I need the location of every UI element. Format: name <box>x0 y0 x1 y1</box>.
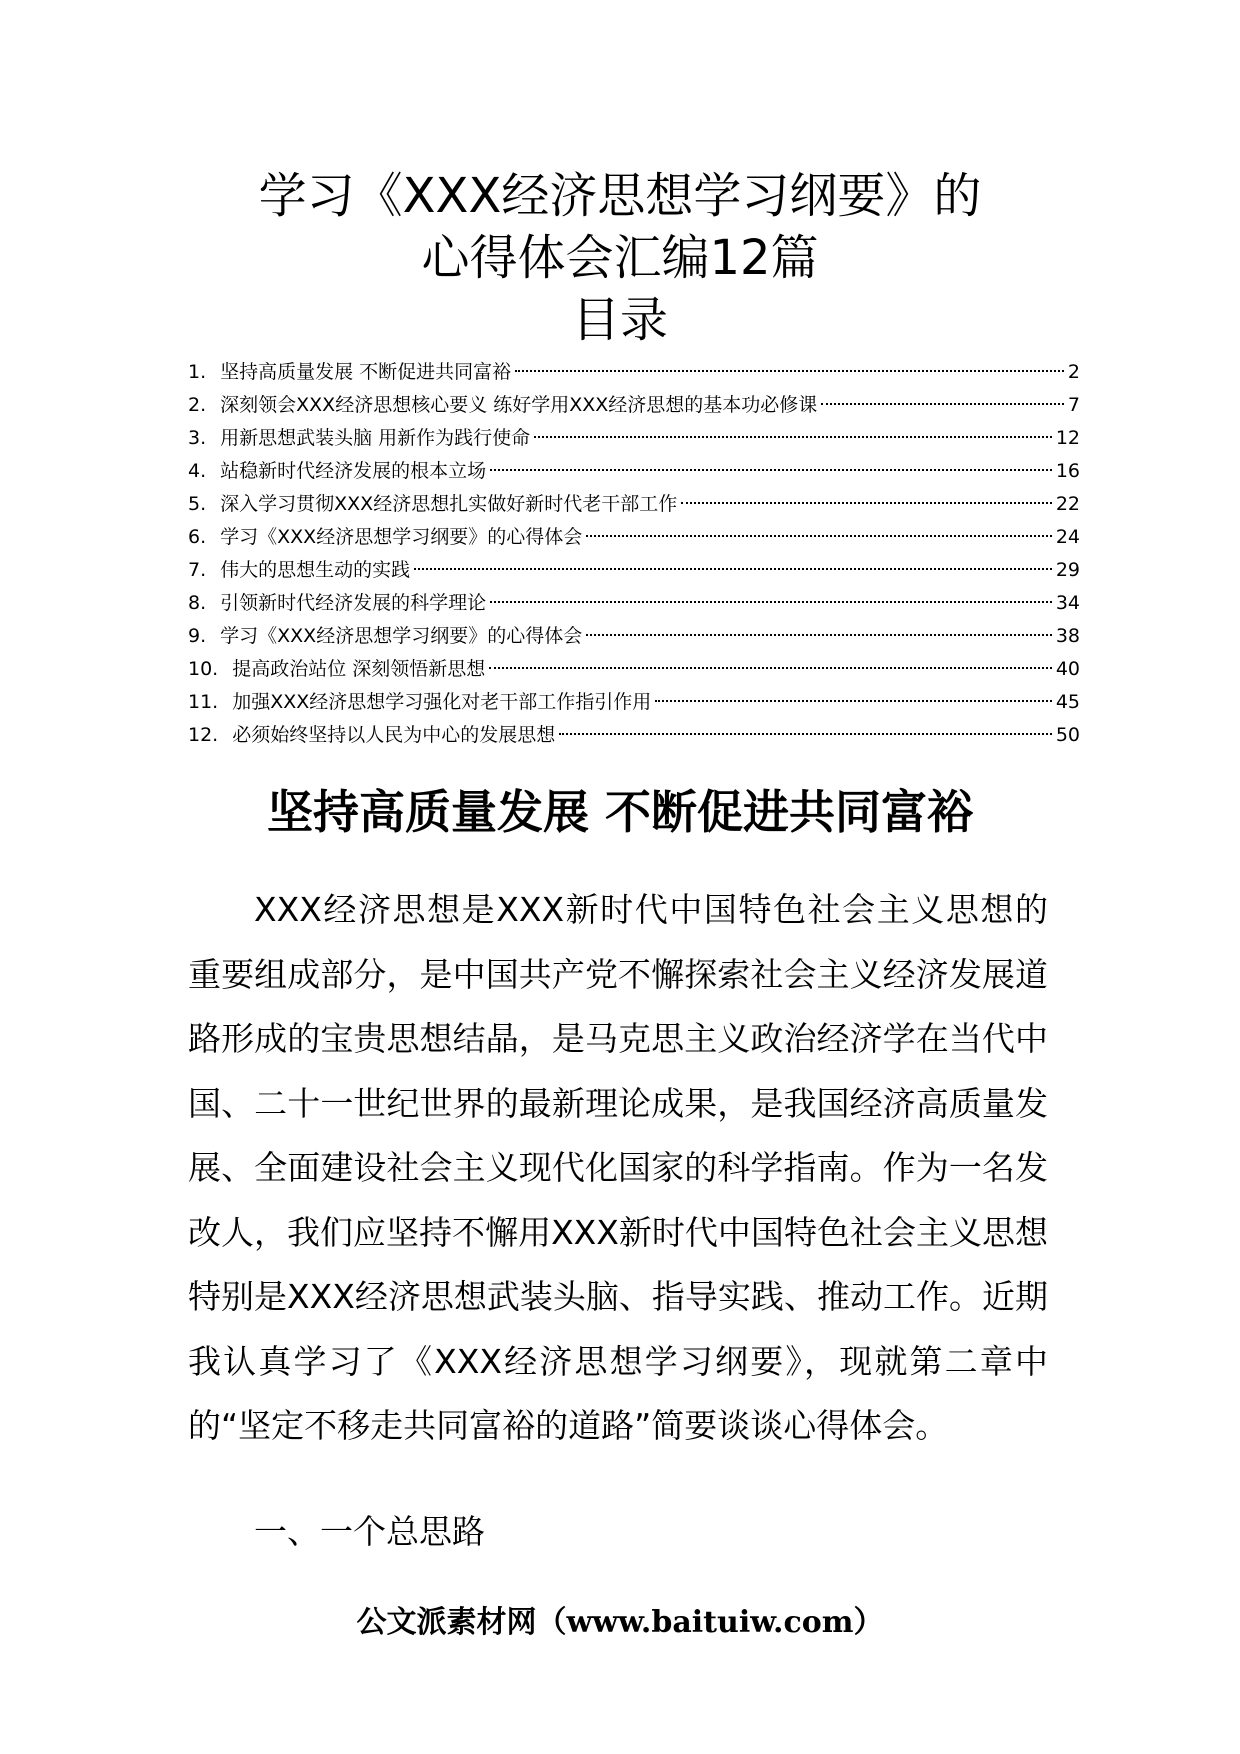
toc-dot-leader <box>586 535 1052 537</box>
toc-entry-number: 4. <box>188 460 207 482</box>
toc-heading: 目录 <box>571 292 668 348</box>
toc-entry[interactable] <box>188 455 1080 488</box>
toc-entry[interactable] <box>188 686 1080 719</box>
toc-dot-leader <box>559 733 1052 735</box>
toc-entry-title: 站稳新时代经济发展的根本立场 <box>220 460 487 482</box>
toc-entry-number: 3. <box>188 427 207 449</box>
toc-entry-number: 8. <box>188 592 207 614</box>
toc-entry[interactable] <box>188 389 1080 422</box>
document-title-line-2: 心得体会汇编12篇 <box>421 230 819 286</box>
toc-entry[interactable] <box>188 521 1080 554</box>
toc-entry-page: 50 <box>1055 724 1080 746</box>
toc-entry-number: 10. <box>188 658 219 680</box>
toc-entry-page: 40 <box>1055 658 1080 680</box>
toc-dot-leader <box>490 601 1052 603</box>
toc-entry[interactable] <box>188 356 1080 389</box>
toc-entry-title: 提高政治站位 深刻领悟新思想 <box>232 658 486 680</box>
toc-entry-page: 2 <box>1067 361 1080 383</box>
toc-entry-number: 11. <box>188 691 219 713</box>
body-paragraph: XXX经济思想是XXX新时代中国特色社会主义思想的重要组成部分，是中国共产党不懈探索社会主义经济发展道路形成的宝贵思想结晶，是马克思主义政治经济学在当代中国、二十一世纪世界的最新理论成果，是我国经济高质量发展、全面建设社会主义现代化国家的科学指南。作为一名发改人，我们应坚持不懈用XXX新时代中国特色社会主义思想特别是XXX经济思想武装头脑、指导实践、推动工作。近期我认真学习了《XXX经济思想学习纲要》，现就第二章中的“坚定不移走共同富裕的道路”简要谈谈心得体会。 <box>188 890 1048 1445</box>
toc-entry-page: 16 <box>1055 460 1080 482</box>
toc-entry-number: 9. <box>188 625 207 647</box>
toc-dot-leader <box>490 469 1052 471</box>
footer-watermark: 公文派素材网（www.baituiw.com） <box>356 1605 884 1640</box>
toc-dot-leader <box>821 403 1064 405</box>
table-of-contents <box>188 356 1080 752</box>
toc-entry-title: 深入学习贯彻XXX经济思想扎实做好新时代老干部工作 <box>220 493 678 515</box>
toc-dot-leader <box>414 568 1052 570</box>
section-subheading: 一、一个总思路 <box>254 1512 485 1551</box>
toc-entry-number: 6. <box>188 526 207 548</box>
toc-entry-number: 12. <box>188 724 219 746</box>
toc-dot-leader <box>515 370 1064 372</box>
toc-entry-page: 24 <box>1055 526 1080 548</box>
toc-entry[interactable] <box>188 719 1080 752</box>
toc-entry-page: 34 <box>1055 592 1080 614</box>
toc-entry[interactable] <box>188 653 1080 686</box>
toc-entry-title: 伟大的思想生动的实践 <box>220 559 411 581</box>
toc-entry-title: 学习《XXX经济思想学习纲要》的心得体会 <box>220 526 583 548</box>
toc-entry-number: 2. <box>188 394 207 416</box>
toc-entry-title: 必须始终坚持以人民为中心的发展思想 <box>232 724 556 746</box>
toc-entry-title: 用新思想武装头脑 用新作为践行使命 <box>220 427 531 449</box>
toc-entry-page: 45 <box>1055 691 1080 713</box>
toc-entry-title: 学习《XXX经济思想学习纲要》的心得体会 <box>220 625 583 647</box>
toc-entry[interactable] <box>188 554 1080 587</box>
toc-entry-page: 29 <box>1055 559 1080 581</box>
toc-entry-page: 38 <box>1055 625 1080 647</box>
toc-entry-number: 5. <box>188 493 207 515</box>
toc-entry[interactable] <box>188 422 1080 455</box>
toc-entry-title: 坚持高质量发展 不断促进共同富裕 <box>220 361 512 383</box>
section-title: 坚持高质量发展 不断促进共同富裕 <box>266 785 973 839</box>
document-title-line-1: 学习《XXX经济思想学习纲要》的 <box>258 168 982 224</box>
toc-entry-title: 引领新时代经济发展的科学理论 <box>220 592 487 614</box>
toc-dot-leader <box>534 436 1052 438</box>
toc-entry-number: 1. <box>188 361 207 383</box>
toc-dot-leader <box>681 502 1052 504</box>
toc-entry-title: 加强XXX经济思想学习强化对老干部工作指引作用 <box>232 691 652 713</box>
toc-entry-page: 12 <box>1055 427 1080 449</box>
toc-entry-page: 7 <box>1067 394 1080 416</box>
toc-dot-leader <box>655 700 1052 702</box>
toc-entry[interactable] <box>188 620 1080 653</box>
toc-dot-leader <box>489 667 1052 669</box>
toc-entry-title: 深刻领会XXX经济思想核心要义 练好学用XXX经济思想的基本功必修课 <box>220 394 818 416</box>
toc-entry-page: 22 <box>1055 493 1080 515</box>
toc-dot-leader <box>586 634 1052 636</box>
toc-entry-number: 7. <box>188 559 207 581</box>
toc-entry[interactable] <box>188 488 1080 521</box>
toc-entry[interactable] <box>188 587 1080 620</box>
